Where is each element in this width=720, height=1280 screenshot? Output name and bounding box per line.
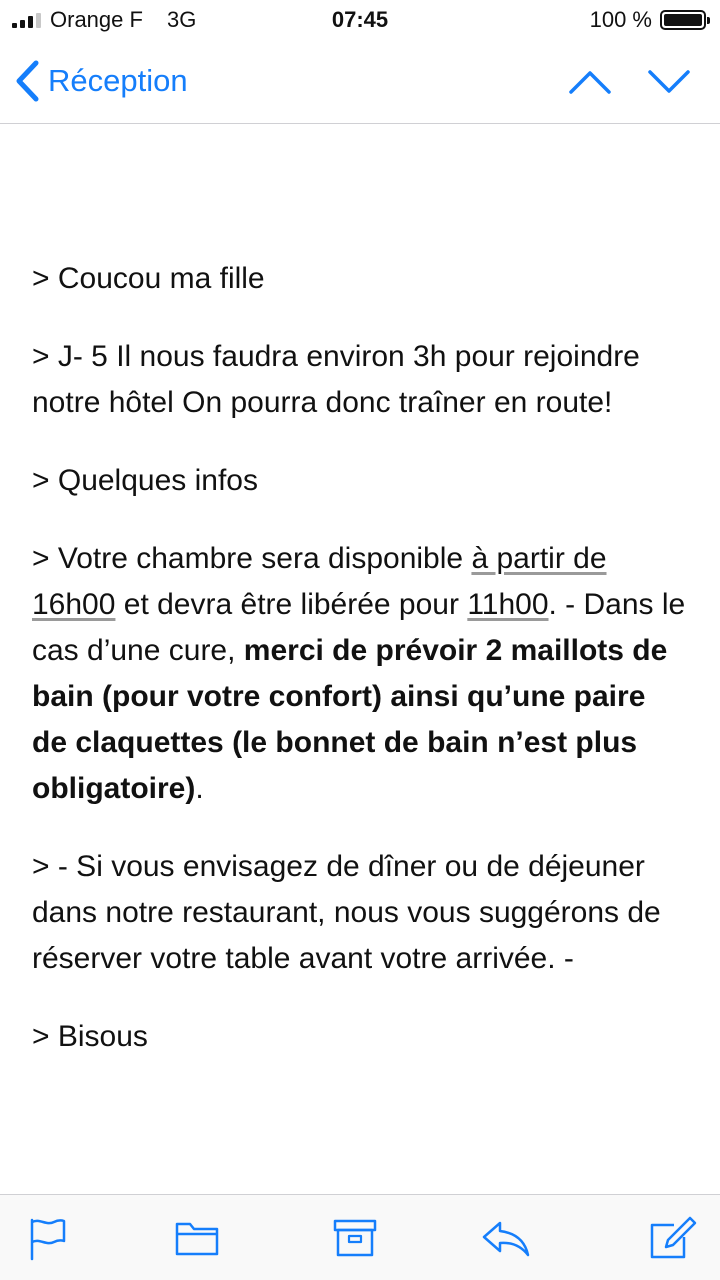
bottom-toolbar: [0, 1194, 720, 1280]
message-body: [0, 124, 720, 1194]
chevron-down-icon: [647, 62, 691, 102]
message-text: > Votre chambre sera disponible: [32, 542, 472, 575]
message-paragraph: > Quelques infos: [32, 464, 258, 497]
back-button[interactable]: [14, 58, 188, 104]
compose-icon: [646, 1215, 698, 1261]
archive-icon: [329, 1215, 381, 1261]
message-paragraph: [32, 536, 688, 812]
flag-icon: [22, 1215, 74, 1261]
clock: 07:45: [331, 7, 389, 32]
chevron-up-icon: [568, 62, 612, 102]
flag-button[interactable]: [22, 1215, 74, 1261]
compose-button[interactable]: [646, 1215, 698, 1261]
message-paragraph: > J- 5 Il nous faudra environ 3h pour rejoindre notre hôtel On pourra donc traîner en route!: [32, 340, 640, 419]
back-chevron-icon: [14, 59, 40, 103]
previous-message-button[interactable]: [568, 62, 612, 102]
message-bold-text: merci de prévoir 2 maillots de bain (pour votre confort) ainsi qu’une paire de claquettes (le bonnet de bain n’est plus obligatoire): [32, 634, 668, 805]
time-link[interactable]: 11h00: [467, 588, 549, 621]
back-button-label: Réception: [48, 63, 188, 98]
message-paragraph: > Coucou ma fille: [32, 262, 265, 295]
message-text: .: [195, 772, 204, 805]
network-type: 3G: [167, 7, 197, 32]
reply-button[interactable]: [480, 1215, 532, 1261]
battery-icon: [660, 10, 706, 30]
message-text: . - Dans le cas d’une cure,: [32, 588, 686, 667]
message-paragraph: > Bisous: [32, 1020, 148, 1053]
date-time-link[interactable]: à partir de 16h00: [32, 542, 607, 621]
move-to-folder-button[interactable]: [171, 1215, 223, 1261]
message-text: et devra être libérée pour: [115, 588, 468, 621]
next-message-button[interactable]: [647, 62, 691, 102]
reply-icon: [480, 1215, 532, 1261]
archive-button[interactable]: [329, 1215, 381, 1261]
carrier-name: Orange F: [50, 7, 143, 32]
battery-percent: 100 %: [589, 7, 652, 32]
message-paragraph: > - Si vous envisagez de dîner ou de déjeuner dans notre restaurant, nous vous suggérons de réserver votre table avant votre arrivée. -: [32, 850, 661, 975]
status-bar: [0, 0, 720, 40]
nav-bar: [0, 40, 720, 124]
folder-icon: [171, 1215, 223, 1261]
